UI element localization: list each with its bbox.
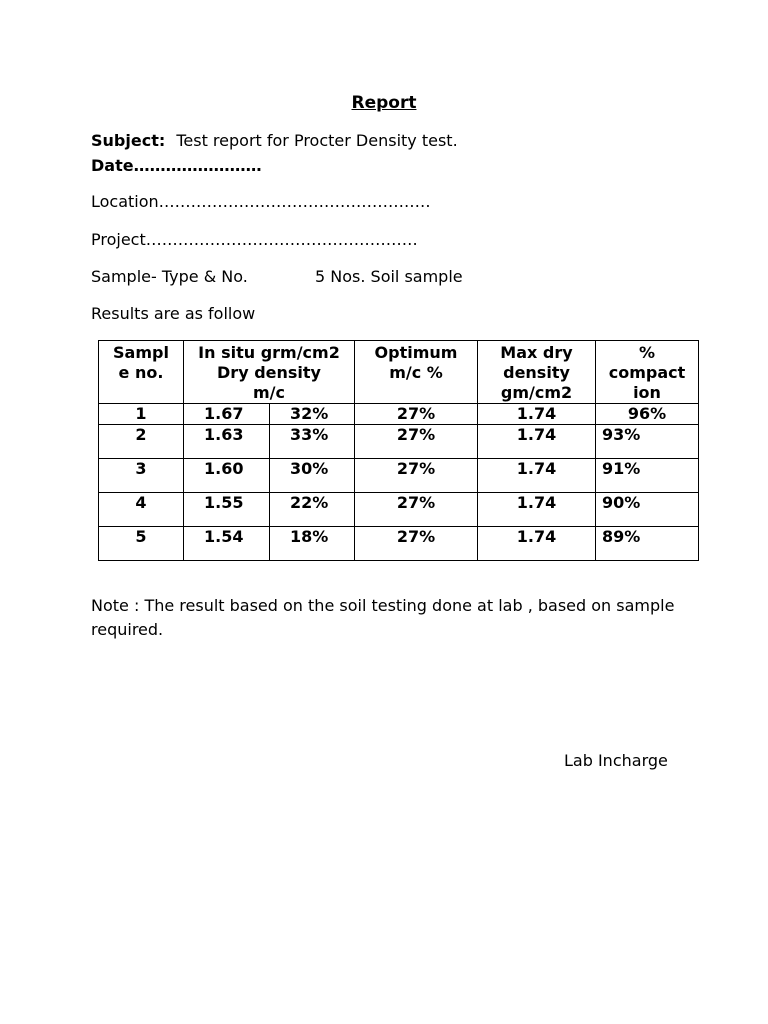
project-line: Project…………………………………………… — [91, 230, 418, 249]
page-title: Report — [351, 93, 417, 113]
cell-max-dry: 1.74 — [478, 459, 596, 493]
cell-sample-no: 2 — [99, 425, 184, 459]
sample-line — [91, 267, 463, 286]
date-line: Date…………………… — [91, 156, 262, 175]
header-sample-no: Sampl e no. — [99, 341, 184, 404]
cell-sample-no: 1 — [99, 404, 184, 425]
header-compaction: % compact ion — [596, 341, 699, 404]
cell-compaction: 90% — [596, 493, 699, 527]
cell-mc: 30% — [270, 459, 355, 493]
cell-compaction: 91% — [596, 459, 699, 493]
table-row — [99, 527, 699, 561]
cell-mc: 22% — [270, 493, 355, 527]
cell-density: 1.67 — [184, 404, 270, 425]
subject-text: Test report for Procter Density test. — [176, 131, 458, 150]
cell-density: 1.54 — [184, 527, 270, 561]
cell-optimum: 27% — [355, 404, 478, 425]
table-row — [99, 459, 699, 493]
cell-max-dry: 1.74 — [478, 425, 596, 459]
header-max-dry: Max dry density gm/cm2 — [478, 341, 596, 404]
cell-density: 1.55 — [184, 493, 270, 527]
results-table — [98, 340, 699, 561]
table-row — [99, 404, 699, 425]
cell-sample-no: 4 — [99, 493, 184, 527]
location-line: Location…………………………………………… — [91, 192, 431, 211]
cell-mc: 33% — [270, 425, 355, 459]
cell-mc: 18% — [270, 527, 355, 561]
results-intro: Results are as follow — [91, 304, 256, 323]
table-header-row — [99, 341, 699, 404]
cell-optimum: 27% — [355, 425, 478, 459]
cell-compaction: 93% — [596, 425, 699, 459]
cell-optimum: 27% — [355, 459, 478, 493]
cell-density: 1.60 — [184, 459, 270, 493]
cell-sample-no: 3 — [99, 459, 184, 493]
cell-optimum: 27% — [355, 527, 478, 561]
cell-max-dry: 1.74 — [478, 527, 596, 561]
cell-optimum: 27% — [355, 493, 478, 527]
sample-value: 5 Nos. Soil sample — [315, 267, 463, 286]
cell-sample-no: 5 — [99, 527, 184, 561]
table-row — [99, 493, 699, 527]
subject-line — [91, 131, 458, 150]
subject-label: Subject: — [91, 131, 166, 150]
sample-label: Sample- Type & No. — [91, 267, 248, 286]
cell-compaction: 89% — [596, 527, 699, 561]
cell-mc: 32% — [270, 404, 355, 425]
note-text: Note : The result based on the soil testing done at lab , based on sample required. — [91, 596, 675, 639]
table-row — [99, 425, 699, 459]
cell-density: 1.63 — [184, 425, 270, 459]
cell-max-dry: 1.74 — [478, 404, 596, 425]
signature-label: Lab Incharge — [564, 751, 668, 770]
cell-compaction: 96% — [596, 404, 699, 425]
header-optimum: Optimum m/c % — [355, 341, 478, 404]
header-insitu: In situ grm/cm2 Dry density m/c — [184, 341, 355, 404]
cell-max-dry: 1.74 — [478, 493, 596, 527]
